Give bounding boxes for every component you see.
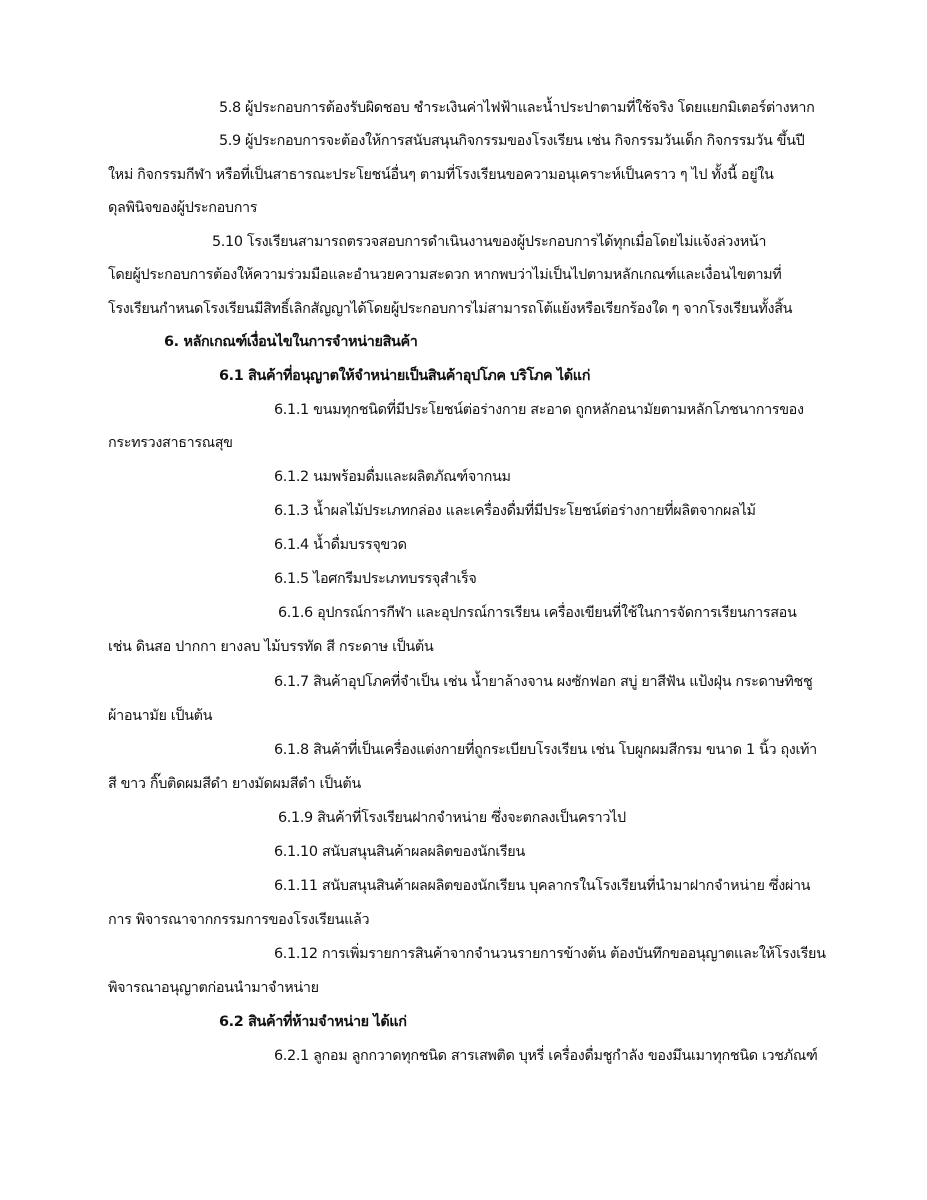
subsection-heading: 6.1 สินค้าที่อนุญาตให้จำหน่ายเป็นสินค้าอุปโภค บริโภค ได้แก่: [219, 368, 591, 384]
list-item-line: เช่น ดินสอ ปากกา ยางลบ ไม้บรรทัด สี กระดาษ เป็นต้น: [108, 639, 434, 655]
paragraph-line: โรงเรียนกำหนดโรงเรียนมีสิทธิ์เลิกสัญญาได้โดยผู้ประกอบการไม่สามารถโต้แย้งหรือเรียกร้องใด ๆ จากโรงเรียนทั้งสิ้น: [108, 301, 793, 317]
section-heading: 6. หลักเกณฑ์เงื่อนไขในการจำหน่ายสินค้า: [164, 334, 418, 350]
list-item-line: 6.1.5 ไอศกรีมประเภทบรรจุสำเร็จ: [274, 571, 477, 587]
list-item-line: 6.1.10 สนับสนุนสินค้าผลผลิตของนักเรียน: [274, 844, 525, 860]
paragraph-line: 5.8 ผู้ประกอบการต้องรับผิดชอบ ชำระเงินค่าไฟฟ้าและน้ำประปาตามที่ใช้จริง โดยแยกมิเตอร์ต่างหาก: [219, 100, 815, 116]
subsection-heading: 6.2 สินค้าที่ห้ามจำหน่าย ได้แก่: [219, 1014, 407, 1030]
list-item-line: 6.1.3 น้ำผลไม้ประเภทกล่อง และเครื่องดื่มที่มีประโยชน์ต่อร่างกายที่ผลิตจากผลไม้: [274, 503, 756, 519]
list-item-line: 6.2.1 ลูกอม ลูกกวาดทุกชนิด สารเสพติด บุหรี่ เครื่องดื่มชูกำลัง ของมึนเมาทุกชนิด เวชภัณฑ์: [274, 1048, 818, 1064]
list-item-line: 6.1.12 การเพิ่มรายการสินค้าจากจำนวนรายการข้างต้น ต้องบันทึกขออนุญาตและให้โรงเรียน: [274, 946, 826, 962]
list-item-line: 6.1.6 อุปกรณ์การกีฬา และอุปกรณ์การเรียน เครื่องเขียนที่ใช้ในการจัดการเรียนการสอน: [278, 605, 797, 621]
paragraph-line: 5.10 โรงเรียนสามารถตรวจสอบการดำเนินงานของผู้ประกอบการได้ทุกเมื่อโดยไม่แจ้งล่วงหน้า: [212, 234, 767, 250]
list-item-line: 6.1.2 นมพร้อมดื่มและผลิตภัณฑ์จากนม: [274, 469, 511, 485]
list-item-line: พิจารณาอนุญาตก่อนนำมาจำหน่าย: [108, 980, 319, 996]
paragraph-line: ใหม่ กิจกรรมกีฬา หรือที่เป็นสาธารณะประโยชน์อื่นๆ ตามที่โรงเรียนขอความอนุเคราะห์เป็นคราว ๆ ไป ทั้งนี้ อยู่ใน: [108, 167, 774, 183]
list-item-line: 6.1.9 สินค้าที่โรงเรียนฝากจำหน่าย ซึ่งจะตกลงเป็นคราวไป: [278, 810, 626, 826]
list-item-line: ผ้าอนามัย เป็นต้น: [108, 708, 213, 724]
list-item-line: กระทรวงสาธารณสุข: [108, 435, 233, 451]
list-item-line: สี ขาว กิ๊บติดผมสีดำ ยางมัดผมสีดำ เป็นต้น: [108, 776, 361, 792]
list-item-line: 6.1.4 น้ำดื่มบรรจุขวด: [274, 537, 407, 553]
list-item-line: 6.1.8 สินค้าที่เป็นเครื่องแต่งกายที่ถูกระเบียบโรงเรียน เช่น โบผูกผมสีกรม ขนาด 1 นิ้ว ถุงเท้า: [274, 742, 817, 758]
list-item-line: การ พิจารณาจากกรรมการของโรงเรียนแล้ว: [108, 912, 370, 928]
paragraph-line: 5.9 ผู้ประกอบการจะต้องให้การสนับสนุนกิจกรรมของโรงเรียน เช่น กิจกรรมวันเด็ก กิจกรรมวัน ขึ้นปี: [219, 133, 805, 149]
list-item-line: 6.1.11 สนับสนุนสินค้าผลผลิตของนักเรียน บุคลากรในโรงเรียนที่นำมาฝากจำหน่าย ซึ่งผ่าน: [274, 878, 811, 894]
paragraph-line: ดุลพินิจของผู้ประกอบการ: [108, 200, 258, 216]
paragraph-line: โดยผู้ประกอบการต้องให้ความร่วมมือและอำนวยความสะดวก หากพบว่าไม่เป็นไปตามหลักเกณฑ์และเงื่อนไขตามที่: [108, 267, 782, 283]
list-item-line: 6.1.1 ขนมทุกชนิดที่มีประโยชน์ต่อร่างกาย สะอาด ถูกหลักอนามัยตามหลักโภชนาการของ: [274, 402, 804, 418]
list-item-line: 6.1.7 สินค้าอุปโภคที่จำเป็น เช่น น้ำยาล้างจาน ผงซักฟอก สบู่ ยาสีฟัน แป้งฝุ่น กระดาษทิชชู: [274, 674, 813, 690]
